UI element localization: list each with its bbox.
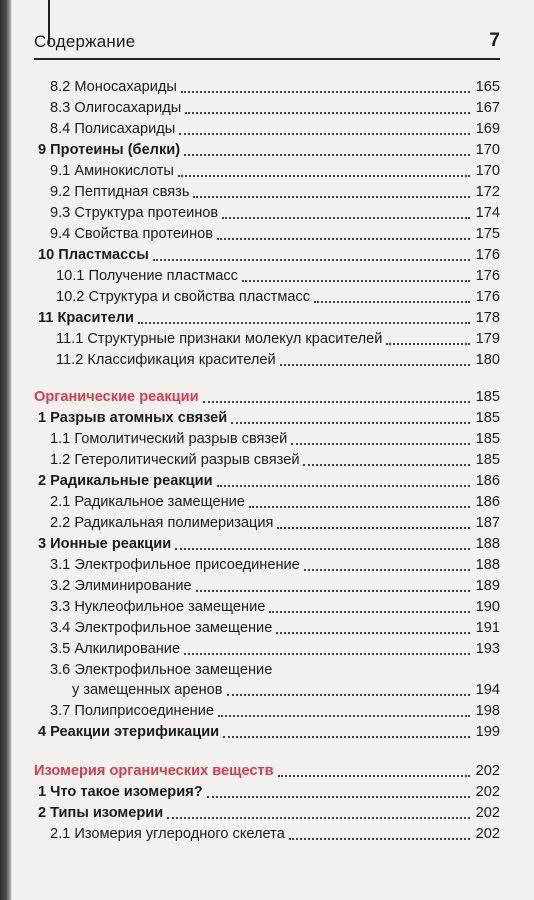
toc-chapter[interactable]: 1 Что такое изомерия? 202 <box>38 784 500 800</box>
toc-chapter[interactable]: 9 Протеины (белки) 170 <box>38 142 500 158</box>
toc-chapter[interactable]: 1 Разрыв атомных связей 185 <box>38 410 500 426</box>
toc-chapter[interactable]: 4 Реакции этерификации 199 <box>38 724 500 740</box>
toc-entry[interactable]: 11.1 Структурные признаки молекул красителей 179 <box>56 331 500 347</box>
toc-chapter[interactable]: 2 Типы изомерии 202 <box>38 805 500 821</box>
toc-entry[interactable]: 8.3 Олигосахариды 167 <box>50 100 500 116</box>
toc-entry[interactable]: 2.2 Радикальная полимеризация 187 <box>50 515 500 531</box>
toc-entry[interactable]: 1.2 Гетеролитический разрыв связей 185 <box>50 452 500 468</box>
toc-entry[interactable]: 3.6 Электрофильное замещение <box>50 662 273 678</box>
toc-section-organic-reactions[interactable]: Органические реакции 185 <box>34 389 500 405</box>
toc-chapter[interactable]: 3 Ионные реакции 188 <box>38 536 500 552</box>
toc-entry[interactable]: 3.1 Электрофильное присоединение 188 <box>50 557 500 573</box>
toc-entry[interactable]: 9.1 Аминокислоты 170 <box>50 163 500 179</box>
toc-entry[interactable]: 3.3 Нуклеофильное замещение 190 <box>50 599 500 615</box>
toc-chapter[interactable]: 11 Красители 178 <box>38 310 500 326</box>
toc-entry[interactable]: 2.1 Изомерия углеродного скелета 202 <box>50 826 500 842</box>
header-rule <box>34 58 500 60</box>
table-of-contents <box>34 76 500 844</box>
toc-entry[interactable]: 9.3 Структура протеинов 174 <box>50 205 500 221</box>
toc-entry-continuation[interactable]: у замещенных аренов 194 <box>72 682 500 698</box>
toc-entry[interactable]: 3.5 Алкилирование 193 <box>50 641 500 657</box>
toc-chapter[interactable]: 10 Пластмассы 176 <box>38 247 500 263</box>
toc-entry[interactable]: 8.4 Полисахариды 169 <box>50 121 500 137</box>
toc-entry[interactable]: 3.2 Элиминирование 189 <box>50 578 500 594</box>
toc-entry[interactable]: 9.4 Свойства протеинов 175 <box>50 226 500 242</box>
page-binding-edge <box>0 0 12 900</box>
toc-entry[interactable]: 1.1 Гомолитический разрыв связей 185 <box>50 431 500 447</box>
toc-entry[interactable]: 3.4 Электрофильное замещение 191 <box>50 620 500 636</box>
toc-entry[interactable]: 3.7 Полиприсоединение 198 <box>50 703 500 719</box>
toc-entry[interactable]: 10.1 Получение пластмасс 176 <box>56 268 500 284</box>
page-header <box>34 0 500 64</box>
toc-entry[interactable]: 8.2 Моносахариды 165 <box>50 79 500 95</box>
toc-entry[interactable]: 10.2 Структура и свойства пластмасс 176 <box>56 289 500 305</box>
toc-entry[interactable]: 2.1 Радикальное замещение 186 <box>50 494 500 510</box>
toc-entry[interactable]: 11.2 Классификация красителей 180 <box>56 352 500 368</box>
toc-entry[interactable]: 9.2 Пептидная связь 172 <box>50 184 500 200</box>
page-number: 7 <box>489 30 500 51</box>
toc-chapter[interactable]: 2 Радикальные реакции 186 <box>38 473 500 489</box>
header-title: Содержание <box>34 32 136 51</box>
toc-section-isomerism[interactable]: Изомерия органических веществ 202 <box>34 763 500 779</box>
